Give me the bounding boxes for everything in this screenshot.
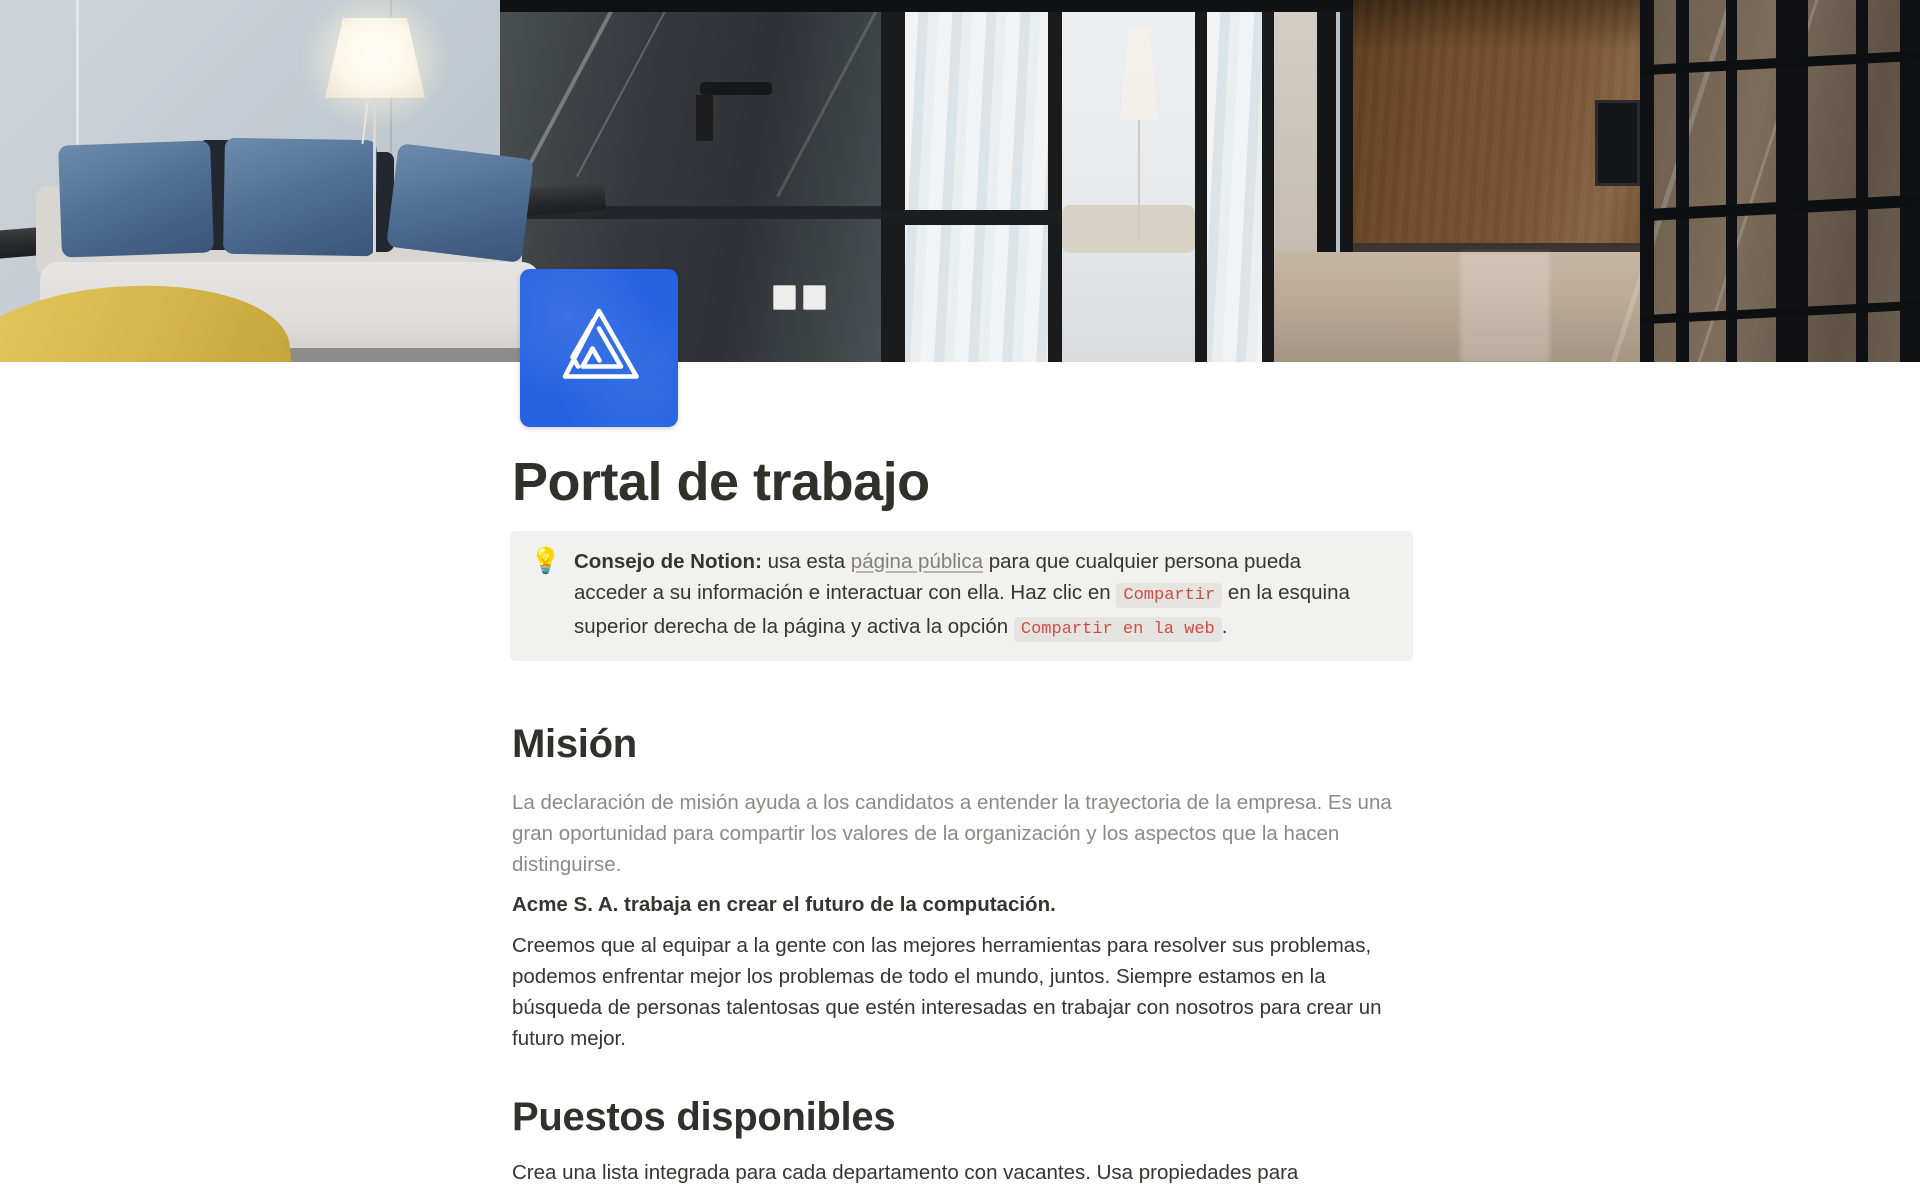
callout-text: Consejo de Notion: usa esta página pública para que cualquier persona pueda acceder a su información e interactuar con ella. Haz clic en Compartir en la esquina superior derecha de la página y activa la opción Compartir en la web . <box>574 546 1374 645</box>
positions-heading: Puestos disponibles <box>512 1095 896 1139</box>
cover-curtain <box>905 0 1048 362</box>
cover-image <box>0 0 1920 362</box>
mission-statement: Acme S. A. trabaja en crear el futuro de la computación. <box>512 893 1056 916</box>
public-page-link[interactable]: página pública <box>850 550 984 573</box>
blue-pillow <box>223 138 377 257</box>
penrose-triangle-icon <box>548 298 650 399</box>
mission-body: Creemos que al equipar a la gente con las mejores herramientas para resolver sus problemas, podemos enfrentar mejor los problemas de todo el mundo, juntos. Siempre estamos en la búsqueda de personas talentosas que estén interesadas en trabajar con nosotros para crear un futuro mejor. <box>512 934 1382 1050</box>
cover-glass-partition <box>1640 0 1920 362</box>
blue-pillow <box>58 140 214 257</box>
cover-interior-pane <box>1062 0 1195 362</box>
lightbulb-icon: 💡 <box>530 547 562 575</box>
notion-tip-callout <box>510 531 1413 661</box>
callout-bold-prefix: Consejo de Notion: <box>574 550 762 573</box>
mission-heading: Misión <box>512 722 637 766</box>
positions-intro: Crea una lista integrada para cada departamento con vacantes. Usa propiedades para <box>512 1161 1299 1184</box>
wall-outlet <box>803 285 826 310</box>
wall-outlet <box>773 285 796 310</box>
share-code-chip: Compartir <box>1116 583 1222 608</box>
blue-pillow <box>386 143 534 263</box>
page-title[interactable]: Portal de trabajo <box>512 452 930 512</box>
mission-description: La declaración de misión ayuda a los candidatos a entender la trayectoria de la empresa. Es una gran oportunidad para compartir los valores de la organización y los aspectos que la hacen distinguirse. <box>512 791 1392 876</box>
share-to-web-code-chip: Compartir en la web <box>1014 617 1222 642</box>
tv-screen <box>1595 100 1640 186</box>
page-icon[interactable] <box>520 269 678 427</box>
cover-curtain <box>1207 0 1262 362</box>
door-handle <box>700 82 772 95</box>
cover-floor <box>1274 252 1640 362</box>
